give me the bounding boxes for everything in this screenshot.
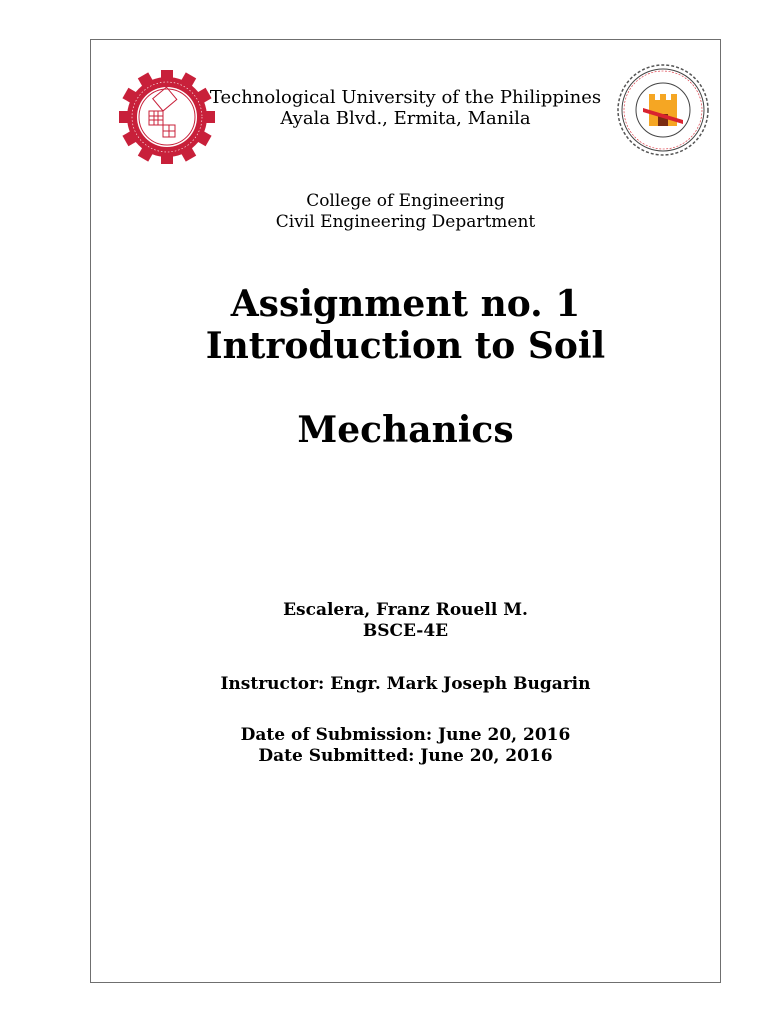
author-block (90, 600, 721, 642)
author-name: Escalera, Franz Rouell M. (283, 600, 528, 620)
department-header (90, 191, 721, 233)
department-name: Civil Engineering Department (275, 212, 536, 232)
title-line-2: Introduction to Soil (205, 325, 606, 367)
title-line-3: Mechanics (297, 409, 514, 451)
university-address: Ayala Blvd., Ermita, Manila (280, 108, 531, 129)
dates-block (90, 725, 721, 767)
instructor-block (90, 674, 721, 695)
date-submitted: Date Submitted: June 20, 2016 (258, 746, 553, 766)
document-page (90, 39, 721, 983)
university-name: Technological University of the Philippines (209, 87, 602, 108)
date-of-submission: Date of Submission: June 20, 2016 (240, 725, 571, 745)
assignment-title (90, 283, 721, 451)
instructor-name: Instructor: Engr. Mark Joseph Bugarin (220, 674, 591, 694)
college-name: College of Engineering (306, 191, 505, 211)
author-section: BSCE-4E (362, 621, 449, 641)
university-header (90, 87, 721, 129)
title-line-1: Assignment no. 1 (230, 283, 581, 325)
